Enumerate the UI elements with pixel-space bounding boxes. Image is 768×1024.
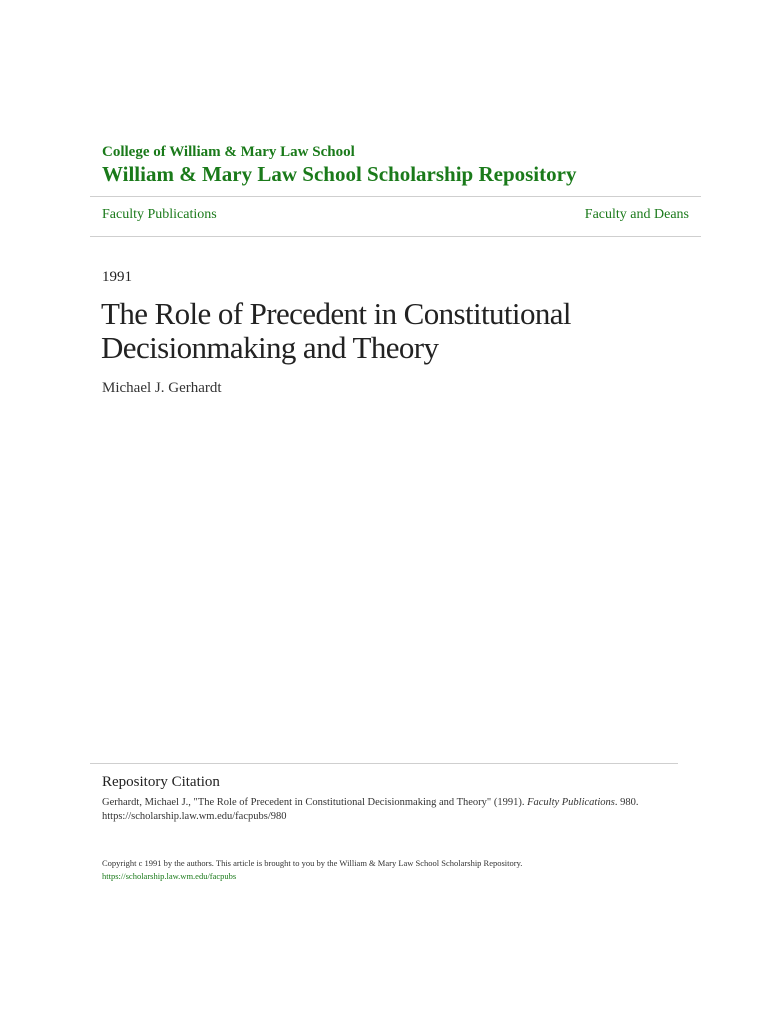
copyright-text: Copyright c 1991 by the authors. This article is brought to you by the William & Mary Law School Scholarship Repository.: [102, 858, 523, 868]
header-divider: [90, 196, 701, 197]
citation-heading: Repository Citation: [102, 774, 220, 790]
paper-title-line-2: Decisionmaking and Theory: [101, 330, 439, 365]
citation-series: Faculty Publications: [527, 797, 615, 808]
institution-link[interactable]: College of William & Mary Law School: [102, 144, 355, 160]
paper-title-line-1: The Role of Precedent in Constitutional: [101, 296, 571, 331]
document-header: [102, 143, 576, 186]
publication-year: 1991: [102, 269, 132, 285]
citation-number: . 980.: [614, 797, 639, 808]
citation-body: Gerhardt, Michael J., "The Role of Precedent in Constitutional Decisionmaking and Theory" (1991).: [102, 797, 528, 808]
author-name: Michael J. Gerhardt: [102, 380, 222, 396]
repository-title-link[interactable]: William & Mary Law School Scholarship Repository: [102, 162, 577, 186]
citation-divider: [90, 763, 678, 764]
faculty-publications-link[interactable]: Faculty Publications: [102, 207, 217, 222]
paper-title: [101, 297, 661, 365]
citation-url-link[interactable]: https://scholarship.law.wm.edu/facpubs/980: [102, 811, 287, 822]
repository-url-link[interactable]: https://scholarship.law.wm.edu/facpubs: [102, 871, 237, 881]
faculty-and-deans-link[interactable]: Faculty and Deans: [584, 207, 689, 222]
nav-divider: [90, 236, 701, 237]
copyright-notice: [102, 857, 702, 883]
citation-text: [102, 796, 702, 824]
